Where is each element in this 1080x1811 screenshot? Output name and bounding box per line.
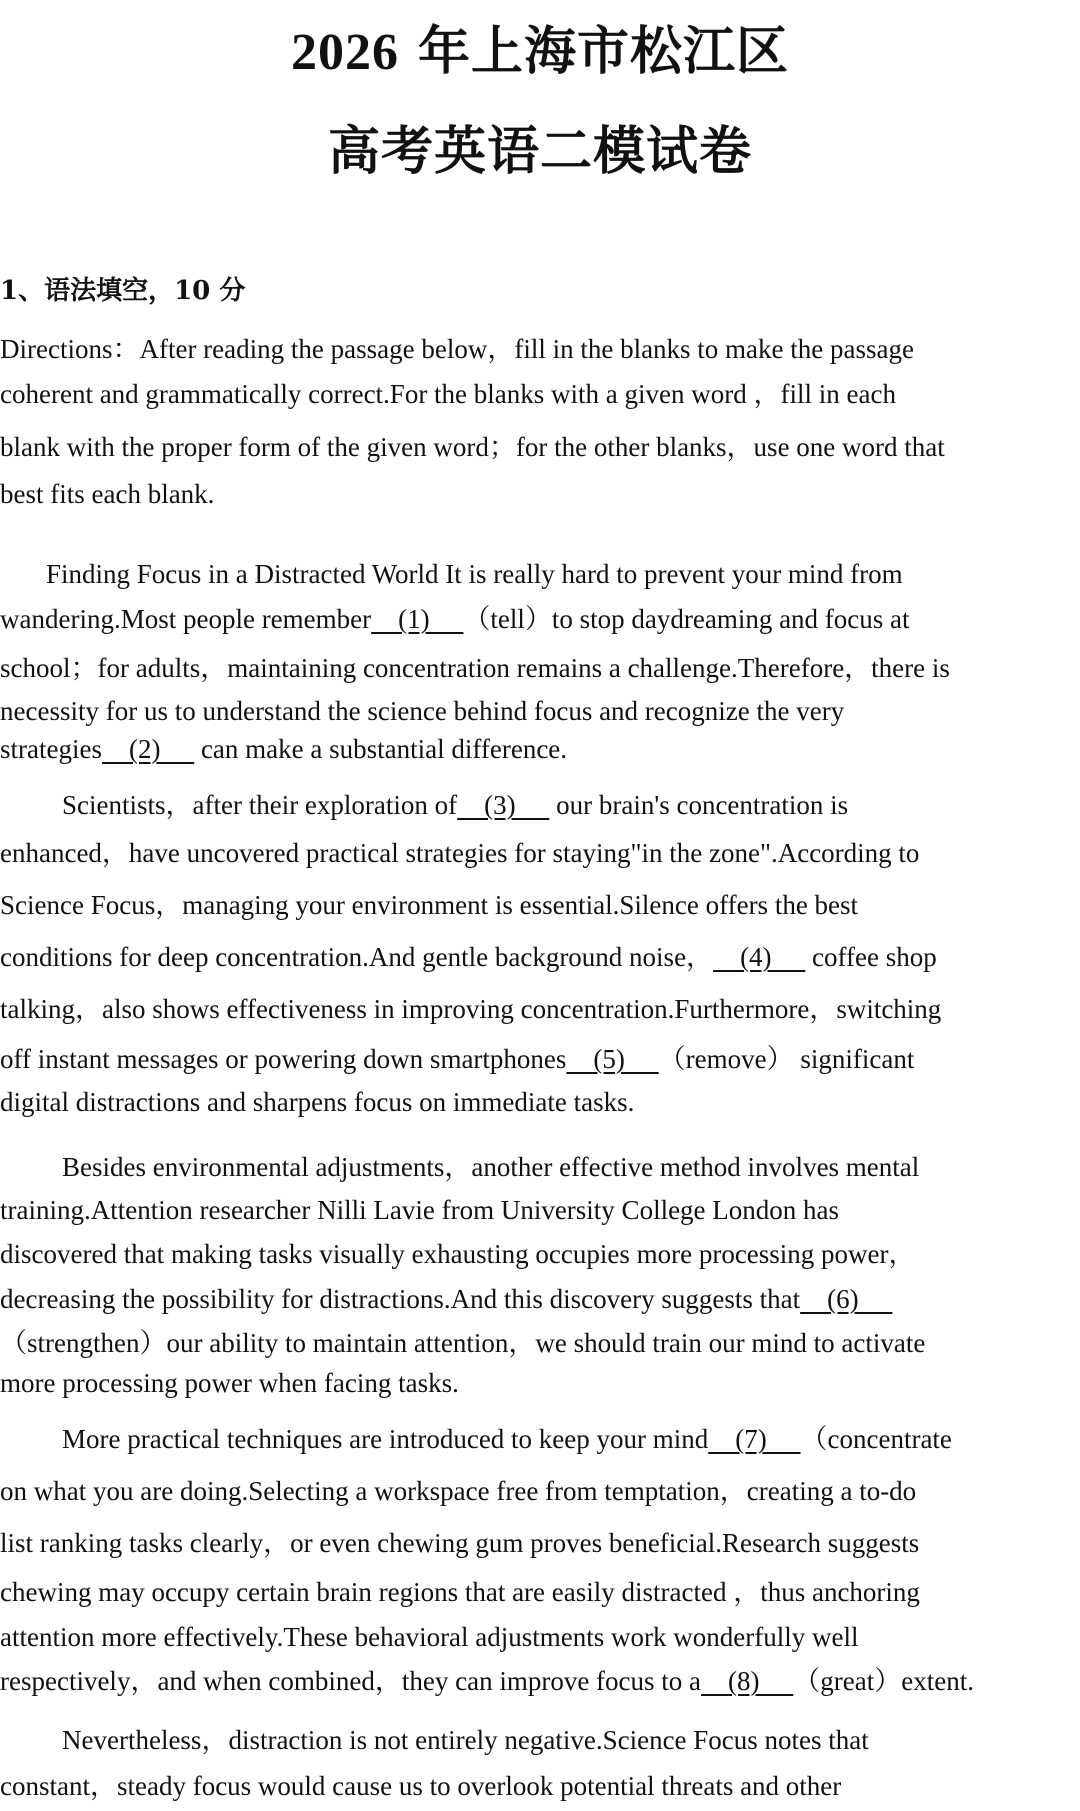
line-text: Finding Focus in a Distracted World It is really hard to prevent your mind from [46, 559, 903, 589]
passage-paragraph-2 [0, 783, 1080, 1121]
text-line [0, 1569, 1080, 1615]
answer-blank[interactable]: (6) [800, 1284, 893, 1314]
passage-paragraph-3 [0, 1146, 1080, 1402]
text-line [0, 1659, 1080, 1703]
line-text-after-blank: （concentrate [800, 1424, 952, 1454]
text-line [0, 1083, 1080, 1121]
answer-blank[interactable]: (3) [457, 790, 550, 820]
line-text: Scientists，after their exploration of [62, 790, 458, 820]
title-year: 2026 [290, 24, 399, 81]
text-line [0, 1232, 1080, 1276]
line-text: on what you are doing.Selecting a workspace free from temptation，creating a to-do [0, 1476, 917, 1506]
line-text: （strengthen）our ability to maintain attention，we should train our mind to activate [0, 1328, 926, 1358]
line-text: list ranking tasks clearly，or even chewing gum proves beneficial.Research suggests [0, 1528, 920, 1558]
directions-paragraph [0, 330, 1080, 514]
line-text: constant，steady focus would cause us to overlook potential threats and other [0, 1771, 842, 1801]
passage-paragraph-5 [0, 1714, 1080, 1806]
text-line: best fits each blank. [0, 479, 215, 509]
line-text-after-blank: our brain's concentration is [549, 790, 849, 820]
text-line [0, 983, 1080, 1035]
text-line [0, 1413, 1080, 1465]
line-text: talking，also shows effectiveness in improving concentration.Furthermore，switching [0, 994, 942, 1024]
line-text: necessity for us to understand the science behind focus and recognize the very [0, 696, 845, 726]
text-line: Directions：After reading the passage below，fill in the blanks to make the passage [0, 334, 914, 364]
text-line [0, 1714, 1080, 1766]
text-line [0, 1517, 1080, 1569]
line-text: conditions for deep concentration.And gentle background noise， [0, 942, 714, 972]
line-text: More practical techniques are introduced to keep your mind [62, 1424, 709, 1454]
text-line [0, 1322, 1080, 1364]
line-text: digital distractions and sharpens focus on immediate tasks. [0, 1087, 635, 1117]
text-line [0, 879, 1080, 931]
text-line [0, 1364, 1080, 1402]
exam-title-line-2: 高考英语二模试卷 [327, 122, 752, 182]
line-text: Nevertheless，distraction is not entirely negative.Science Focus notes that [62, 1725, 869, 1755]
line-text-after-blank: （remove） significant [658, 1044, 915, 1074]
line-text: attention more effectively.These behavioral adjustments work wonderfully well [0, 1622, 859, 1652]
text-line: coherent and grammatically correct.For the blanks with a given word ，fill in each [0, 379, 896, 409]
text-line [0, 1766, 1080, 1806]
answer-blank[interactable]: (7) [708, 1424, 801, 1454]
title-region: 年上海市松江区 [418, 22, 790, 82]
line-text: training.Attention researcher Nilli Lavie from University College London has [0, 1195, 840, 1225]
line-text-after-blank: （great）extent. [793, 1666, 974, 1696]
text-line [0, 931, 1080, 983]
passage-paragraph-1 [0, 555, 1080, 767]
line-text: Science Focus，managing your environment is essential.Silence offers the best [0, 890, 859, 920]
exam-title-line-1 [0, 22, 1080, 82]
text-line [0, 1035, 1080, 1083]
section-heading: 1、语法填空，10 分 [0, 276, 246, 306]
text-line: blank with the proper form of the given word；for the other blanks，use one word that [0, 432, 945, 462]
text-line [0, 691, 1080, 731]
text-line [0, 593, 1080, 645]
line-text: respectively，and when combined，they can improve focus to a [0, 1666, 702, 1696]
text-line [0, 1188, 1080, 1232]
answer-blank[interactable]: (2) [101, 734, 195, 764]
text-line [0, 1615, 1080, 1659]
line-text: chewing may occupy certain brain regions that are easily distracted ，thus anchoring [0, 1577, 920, 1607]
text-line [0, 645, 1080, 691]
answer-blank[interactable]: (4) [713, 942, 806, 972]
passage-paragraph-4 [0, 1413, 1080, 1703]
line-text-after-blank: （tell）to stop daydreaming and focus at [463, 604, 910, 634]
text-line [0, 1276, 1080, 1322]
line-text: strategies [0, 734, 102, 764]
text-line [0, 731, 1080, 767]
line-text: decreasing the possibility for distractions.And this discovery suggests that [0, 1284, 801, 1314]
answer-blank[interactable]: (1) [371, 604, 464, 634]
text-line [0, 827, 1080, 879]
text-line [0, 1146, 1080, 1188]
text-line [0, 783, 1080, 827]
text-line [0, 1465, 1080, 1517]
text-line [0, 555, 1080, 593]
answer-blank[interactable]: (8) [701, 1666, 794, 1696]
line-text-after-blank: coffee shop [805, 942, 937, 972]
line-text: discovered that making tasks visually exhausting occupies more processing power， [0, 1239, 916, 1269]
line-text: Besides environmental adjustments，another effective method involves mental [62, 1152, 920, 1182]
line-text: enhanced，have uncovered practical strategies for staying"in the zone".According to [0, 838, 920, 868]
line-text: more processing power when facing tasks. [0, 1368, 459, 1398]
line-text-after-blank: can make a substantial difference. [194, 734, 568, 764]
line-text: school；for adults，maintaining concentration remains a challenge.Therefore，there is [0, 653, 950, 683]
line-text: off instant messages or powering down smartphones [0, 1044, 567, 1074]
answer-blank[interactable]: (5) [566, 1044, 659, 1074]
line-text: wandering.Most people remember [0, 604, 372, 634]
